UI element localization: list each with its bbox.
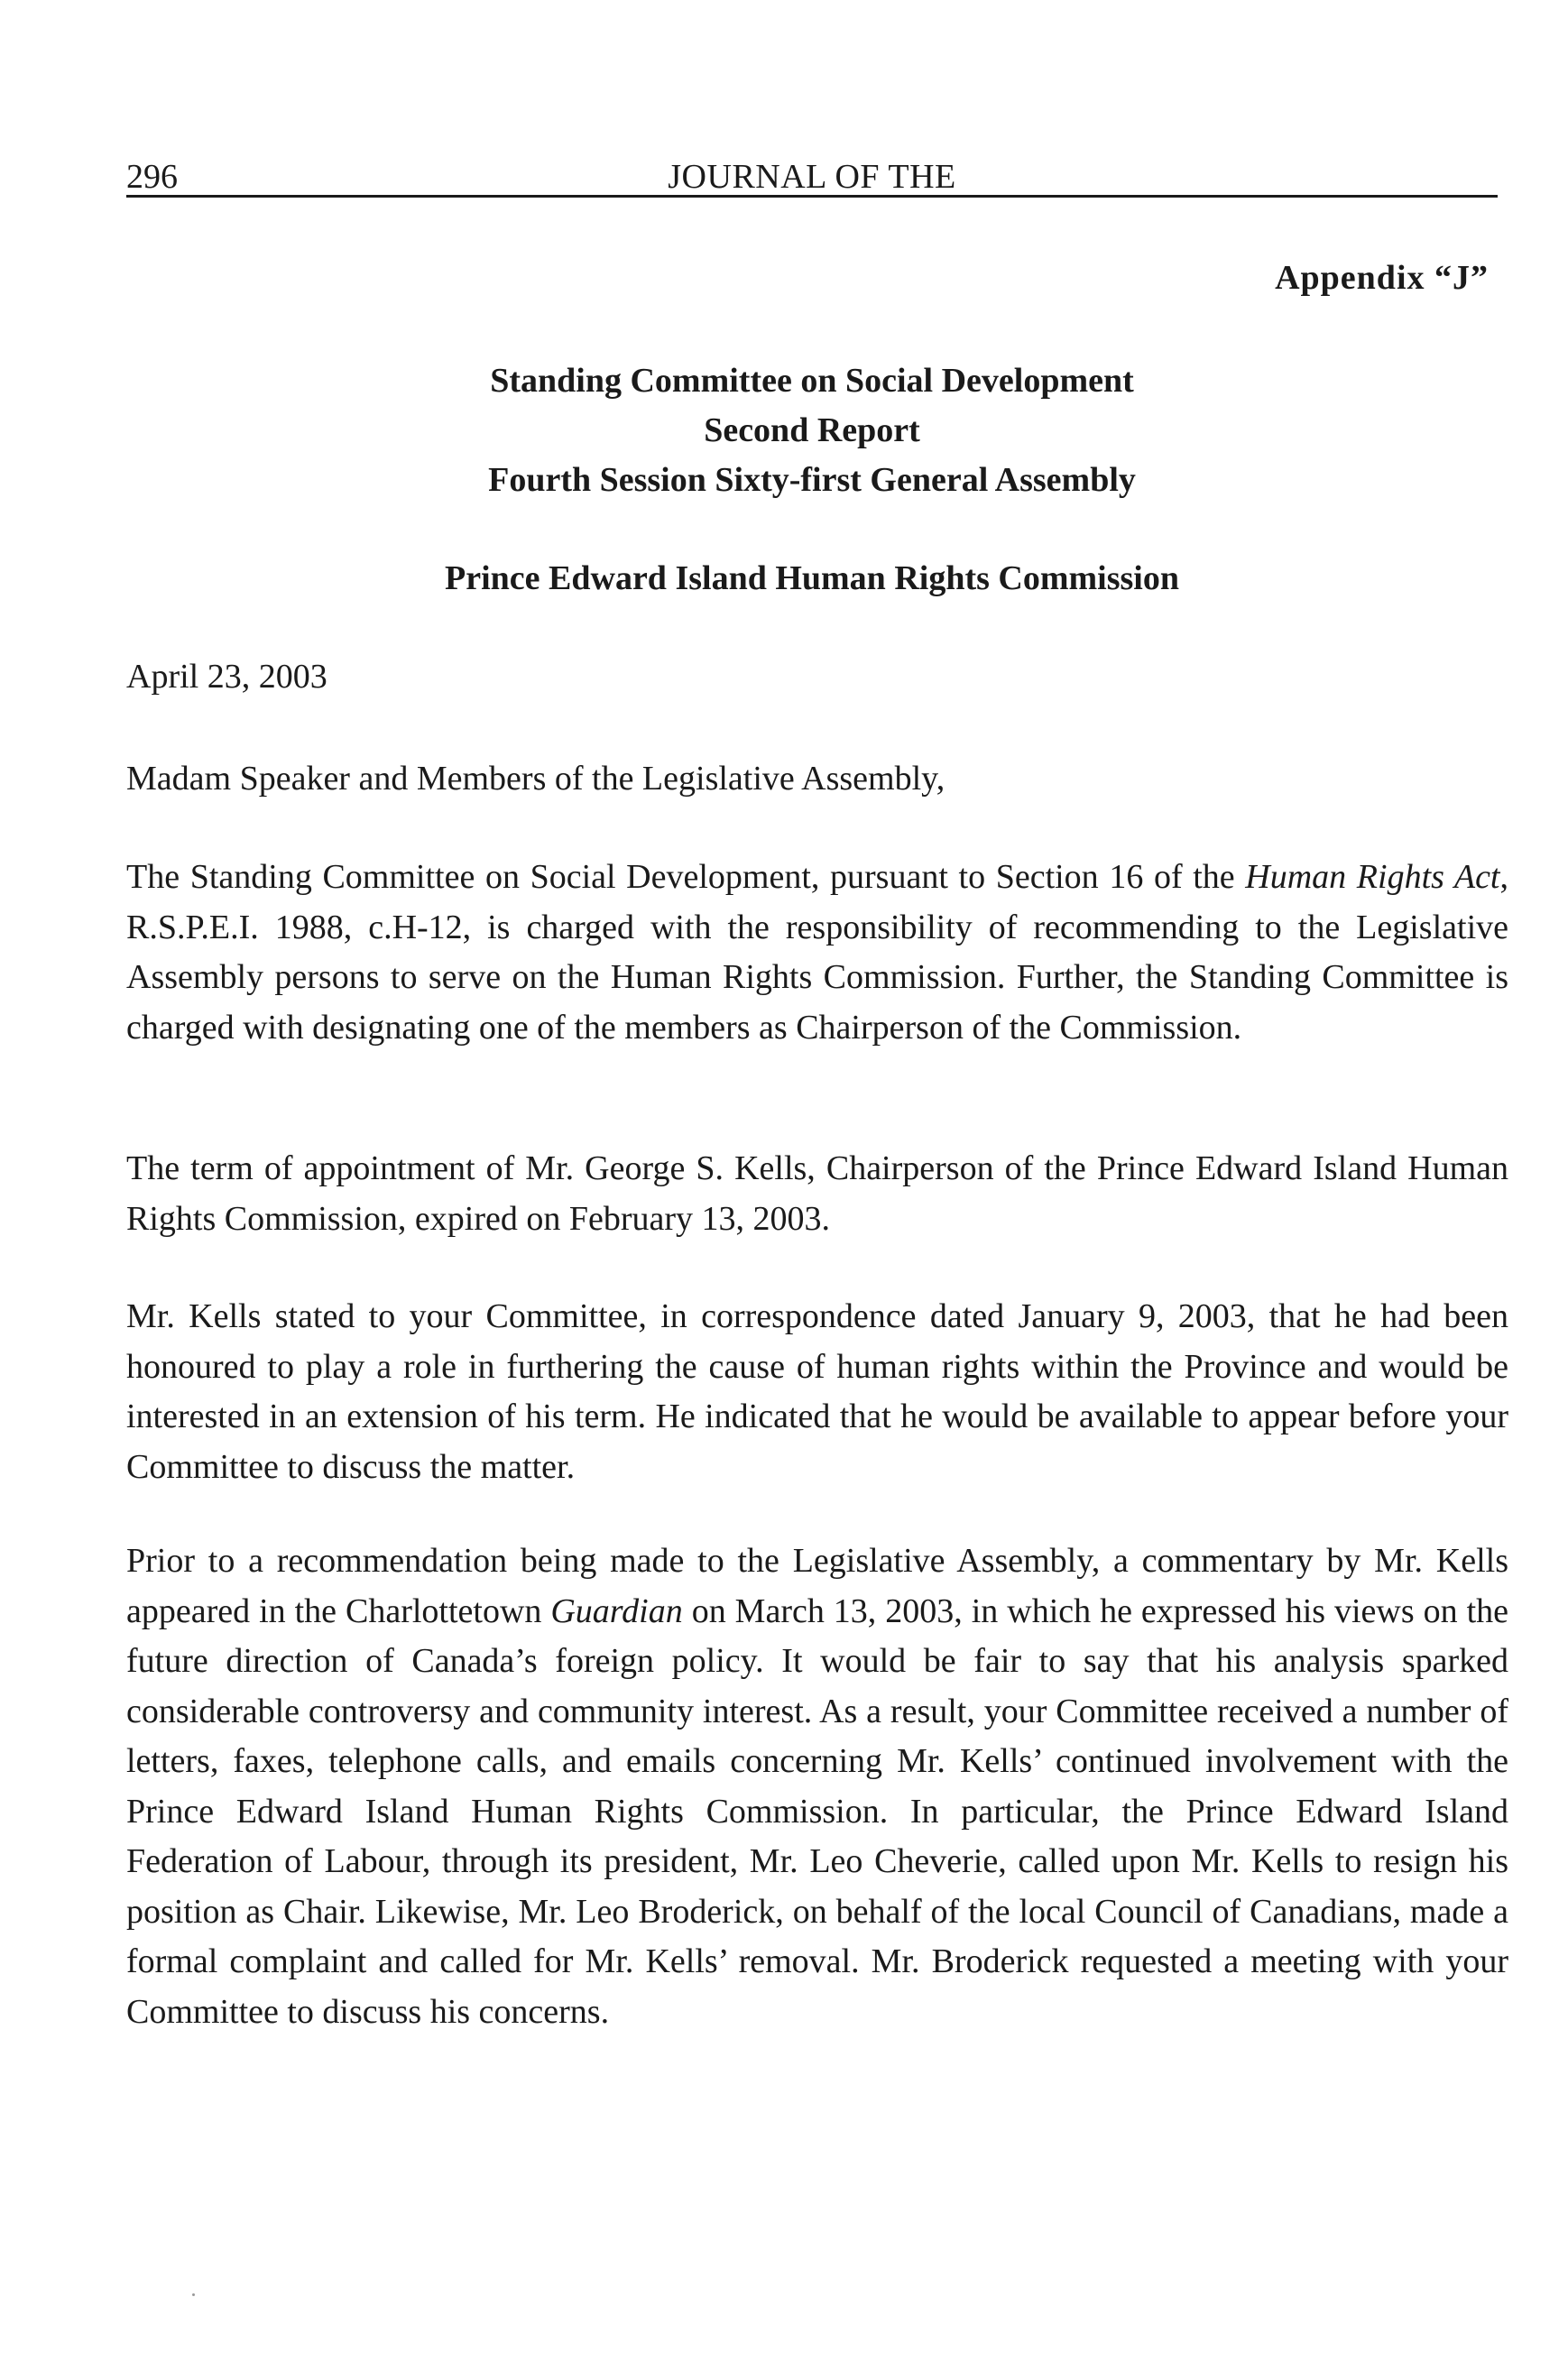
scan-speck: [192, 2293, 195, 2296]
body-paragraph-term-expiry: The term of appointment of Mr. George S. Kells, Chairperson of the Prince Edward Island Human Rights Commission, expired on February 13, 2003.: [126, 1149, 1508, 1238]
newspaper-title: Guardian: [550, 1591, 683, 1630]
journal-title: JOURNAL OF THE: [668, 158, 956, 196]
session-name: Fourth Session Sixty-first General Assembly: [488, 461, 1136, 499]
p4-before-paper: Prior to a recommendation being made to the Legislative Assembly, a commentary by Mr. Kells appeared in the Charlottetown: [126, 1542, 1508, 1630]
letter-date: April 23, 2003: [126, 658, 327, 696]
header-rule: [126, 195, 1498, 198]
p1-before-act: The Standing Committee on Social Development, pursuant to Section 16 of the: [126, 858, 1246, 896]
body-paragraph-commentary: [126, 1536, 1508, 2037]
report-number: Second Report: [704, 411, 920, 449]
body-paragraph-correspondence: Mr. Kells stated to your Committee, in correspondence dated January 9, 2003, that he had been honoured to play a role in furthering the cause of human rights within the Province and would be interested in an extension of his term. He indicated that he would be available to appear before your Committee to discuss the matter.: [126, 1297, 1508, 1486]
running-head: [126, 153, 1498, 200]
body-paragraph-mandate: [126, 853, 1508, 1053]
appendix-label: Appendix “J”: [1275, 259, 1489, 297]
p4-after-paper: on March 13, 2003, in which he expressed his views on the future direction of Canada’s foreign policy. It would be fair to say that his analysis sparked considerable controversy and community interest. As a result, your Committee received a number of letters, faxes, telephone calls, and emails concerning Mr. Kells’ continued involvement with the Prince Edward Island Human Rights Commission. In particular, the Prince Edward Island Federation of Labour, through its president, Mr. Leo Cheverie, called upon Mr. Kells to resign his position as Chair. Likewise, Mr. Leo Broderick, on behalf of the local Council of Canadians, made a formal complaint and called for Mr. Kells’ removal. Mr. Broderick requested a meeting with your Committee to discuss his concerns.: [126, 1591, 1508, 2031]
report-heading: [126, 356, 1498, 505]
p1-after-act: , R.S.P.E.I. 1988, c.H-12, is charged with the responsibility of recommending to the Legislative Assembly persons to serve on the Human Rights Commission. Further, the Standing Committee is charged with designating one of the members as Chairperson of the Commission.: [126, 858, 1508, 1047]
act-title: Human Rights Act: [1245, 858, 1500, 896]
report-subject: Prince Edward Island Human Rights Commission: [445, 559, 1179, 597]
salutation: Madam Speaker and Members of the Legislative Assembly,: [126, 760, 945, 798]
page-number: 296: [126, 158, 178, 196]
committee-name: Standing Committee on Social Development: [490, 362, 1134, 400]
